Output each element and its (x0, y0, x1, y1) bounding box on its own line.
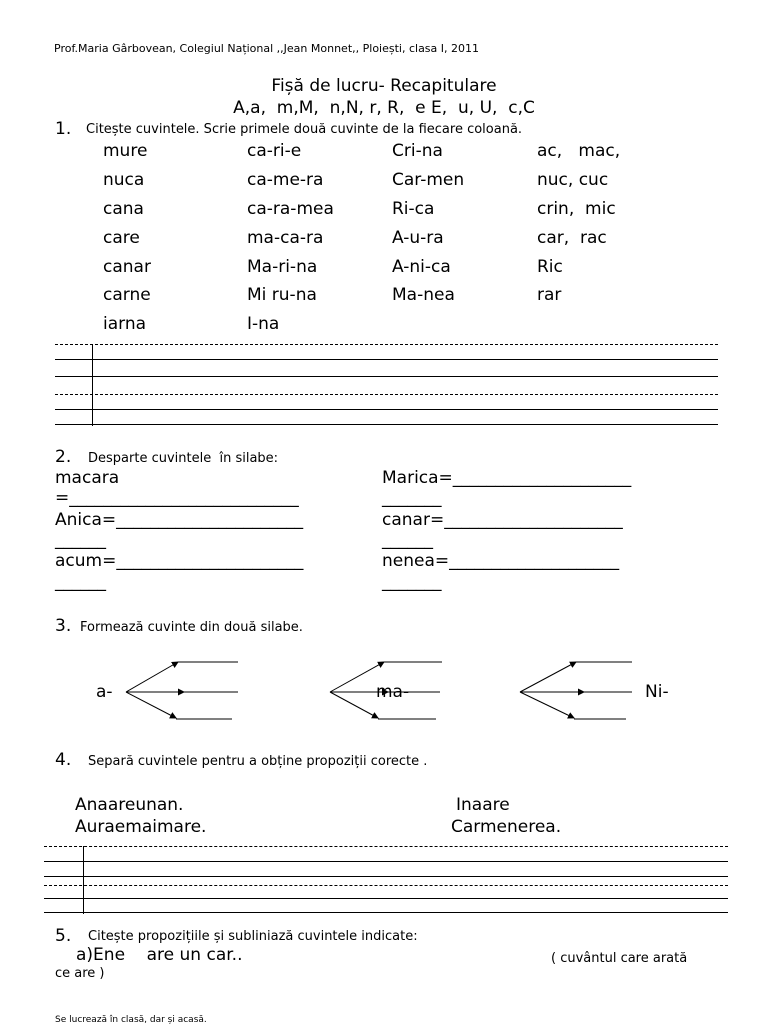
word-cell: Ma-nea (392, 285, 455, 305)
word-cell: Mi ru-na (247, 285, 317, 305)
sentence-a: a)Ene are un car.. (76, 945, 243, 965)
jumbled-sentence: Inaare (456, 795, 510, 815)
exercise-2-instruction: Desparte cuvintele în silabe: (88, 451, 279, 466)
word-cell: nuc, cuc (537, 170, 609, 190)
sentence-hint-continued: ce are ) (55, 966, 105, 981)
word-cell: ac, mac, (537, 141, 621, 161)
worksheet-subtitle: A,a, m,M, n,N, r, R, e E, u, U, c,C (233, 98, 535, 118)
word-cell: Car-men (392, 170, 465, 190)
syllable-ni: Ni- (645, 682, 669, 702)
exercise-4-number: 4. (55, 750, 72, 770)
syllable-answer-line[interactable]: _______ (382, 488, 442, 508)
writing-line (55, 424, 718, 425)
word-cell: mure (103, 141, 148, 161)
word-cell: Ric (537, 257, 563, 277)
writing-line (44, 898, 728, 899)
word-cell: canar (103, 257, 151, 277)
syllable-answer-marica[interactable]: Marica=_____________________ (382, 468, 632, 488)
word-cell: ca-me-ra (247, 170, 324, 190)
margin-line (83, 846, 84, 914)
exercise-3-number: 3. (55, 616, 72, 636)
syllable-answer-line[interactable]: ______ (382, 530, 433, 550)
dashed-line (55, 344, 718, 345)
writing-line (44, 912, 728, 913)
exercise-1-instruction: Citește cuvintele. Scrie primele două cuvinte de la fiecare coloană. (86, 122, 523, 137)
exercise-1-number: 1. (55, 119, 72, 139)
word-cell: iarna (103, 314, 147, 334)
syllable-answer-line[interactable]: =___________________________ (55, 488, 299, 508)
word-cell: Cri-na (392, 141, 443, 161)
writing-line (55, 409, 718, 410)
word-cell: I-na (247, 314, 280, 334)
document-header: Prof.Maria Gârbovean, Colegiul Național ,,Jean Monnet,, Ploiești, clasa I, 2011 (54, 42, 480, 55)
syllable-answer-line[interactable]: ______ (55, 572, 106, 592)
margin-line (92, 344, 93, 426)
jumbled-sentence: Carmenerea. (451, 817, 562, 837)
footer-note: Se lucrează în clasă, dar și acasă. (55, 1015, 207, 1025)
writing-line (44, 876, 728, 877)
writing-line (44, 861, 728, 862)
word-cell: A-ni-ca (392, 257, 451, 277)
word-cell: rar (537, 285, 562, 305)
syllable-a: a- (96, 682, 113, 702)
dashed-line (44, 885, 728, 886)
word-cell: Ma-ri-na (247, 257, 318, 277)
syllable-answer-nenea[interactable]: nenea=____________________ (382, 551, 620, 571)
word-cell: cana (103, 199, 144, 219)
syllable-answer-canar[interactable]: canar=_____________________ (382, 510, 623, 530)
writing-line (55, 359, 718, 360)
exercise-3-instruction: Formează cuvinte din două silabe. (80, 620, 303, 635)
word-cell: ca-ri-e (247, 141, 302, 161)
syllable-answer-macara[interactable]: macara (55, 468, 120, 488)
jumbled-sentence: Anaareunan. (75, 795, 184, 815)
word-cell: carne (103, 285, 151, 305)
syllable-answer-acum[interactable]: acum=______________________ (55, 551, 304, 571)
word-cell: ca-ra-mea (247, 199, 334, 219)
syllable-answer-line[interactable]: _______ (382, 572, 442, 592)
syllable-answer-line[interactable]: ______ (55, 530, 106, 550)
word-cell: crin, mic (537, 199, 616, 219)
sentence-hint: ( cuvântul care arată (551, 951, 688, 966)
exercise-2-number: 2. (55, 447, 72, 467)
jumbled-sentence: Auraemaimare. (75, 817, 207, 837)
word-cell: A-u-ra (392, 228, 444, 248)
exercise-5-instruction: Citește propozițiile și subliniază cuvintele indicate: (88, 929, 418, 944)
word-cell: nuca (103, 170, 145, 190)
syllable-answer-anica[interactable]: Anica=______________________ (55, 510, 304, 530)
exercise-5-number: 5. (55, 926, 72, 946)
word-cell: car, rac (537, 228, 607, 248)
exercise-4-instruction: Separă cuvintele pentru a obține propoziții corecte . (88, 754, 428, 769)
syllable-ma: ma- (376, 682, 410, 702)
writing-line (55, 376, 718, 377)
worksheet-title: Fișă de lucru- Recapitulare (271, 76, 497, 96)
word-cell: ma-ca-ra (247, 228, 324, 248)
arrow-group-ni (520, 662, 632, 719)
arrow-group-a (126, 662, 238, 719)
word-cell: care (103, 228, 140, 248)
word-cell: Ri-ca (392, 199, 435, 219)
dashed-line (44, 846, 728, 847)
dashed-line (55, 394, 718, 395)
